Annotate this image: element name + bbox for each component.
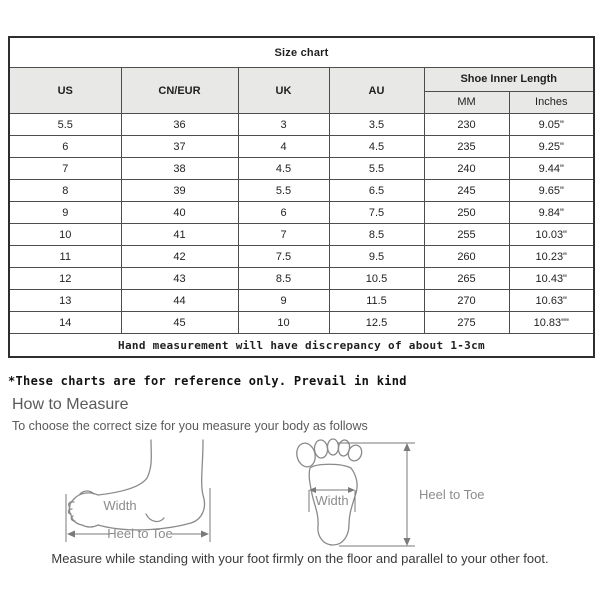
size-cell: 10.23" <box>509 246 594 268</box>
size-cell: 8.5 <box>238 268 329 290</box>
table-row <box>9 290 594 312</box>
size-rows <box>9 114 594 334</box>
measurement-discrepancy-note: Hand measurement will have discrepancy of about 1-3cm <box>9 334 594 358</box>
size-cell: 12 <box>9 268 121 290</box>
table-row <box>9 158 594 180</box>
size-cell: 240 <box>424 158 509 180</box>
size-cell: 9 <box>238 290 329 312</box>
size-cell: 6 <box>238 202 329 224</box>
size-cell: 250 <box>424 202 509 224</box>
size-cell: 7 <box>238 224 329 246</box>
footnote-row <box>9 334 594 358</box>
size-cell: 13 <box>9 290 121 312</box>
top-view-heel-to-toe-label: Heel to Toe <box>419 487 485 502</box>
size-cell: 9.05" <box>509 114 594 136</box>
column-header-uk: UK <box>238 68 329 114</box>
size-cell: 45 <box>121 312 238 334</box>
table-row <box>9 224 594 246</box>
size-cell: 7 <box>9 158 121 180</box>
header-row <box>9 68 594 92</box>
size-cell: 3.5 <box>329 114 424 136</box>
table-row <box>9 114 594 136</box>
size-cell: 4.5 <box>329 136 424 158</box>
size-chart-section <box>8 36 593 358</box>
size-cell: 255 <box>424 224 509 246</box>
size-cell: 38 <box>121 158 238 180</box>
size-cell: 5.5 <box>9 114 121 136</box>
column-header-cneur: CN/EUR <box>121 68 238 114</box>
size-cell: 11.5 <box>329 290 424 312</box>
top-view-width-label: Width <box>315 493 349 508</box>
size-cell: 265 <box>424 268 509 290</box>
size-cell: 10 <box>9 224 121 246</box>
size-cell: 260 <box>424 246 509 268</box>
size-cell: 9.25" <box>509 136 594 158</box>
size-cell: 10.63" <box>509 290 594 312</box>
size-cell: 10.5 <box>329 268 424 290</box>
title-row <box>9 37 594 68</box>
table-row <box>9 180 594 202</box>
side-view-width-label: Width <box>103 498 137 513</box>
column-header-mm: MM <box>424 91 509 114</box>
size-cell: 245 <box>424 180 509 202</box>
foot-top-view-diagram <box>279 438 509 552</box>
size-cell: 9.84" <box>509 202 594 224</box>
column-header-us: US <box>9 68 121 114</box>
size-cell: 235 <box>424 136 509 158</box>
size-chart-title: Size chart <box>9 37 594 68</box>
size-cell: 5.5 <box>238 180 329 202</box>
size-cell: 275 <box>424 312 509 334</box>
reference-disclaimer: *These charts are for reference only. Prevail in kind <box>8 374 407 388</box>
size-cell: 10.83"" <box>509 312 594 334</box>
size-cell: 42 <box>121 246 238 268</box>
size-cell: 8.5 <box>329 224 424 246</box>
size-cell: 6.5 <box>329 180 424 202</box>
size-cell: 3 <box>238 114 329 136</box>
foot-top-view-icon <box>279 438 509 552</box>
size-cell: 37 <box>121 136 238 158</box>
size-cell: 6 <box>9 136 121 158</box>
size-cell: 7.5 <box>238 246 329 268</box>
side-view-heel-to-toe-label: Heel to Toe <box>107 526 173 541</box>
size-cell: 10.03" <box>509 224 594 246</box>
size-cell: 230 <box>424 114 509 136</box>
size-cell: 12.5 <box>329 312 424 334</box>
column-header-shoe-inner-length: Shoe Inner Length <box>424 68 594 92</box>
size-cell: 10 <box>238 312 329 334</box>
size-cell: 44 <box>121 290 238 312</box>
size-cell: 4.5 <box>238 158 329 180</box>
foot-side-view-icon <box>58 438 223 552</box>
size-cell: 43 <box>121 268 238 290</box>
column-header-au: AU <box>329 68 424 114</box>
size-cell: 270 <box>424 290 509 312</box>
how-to-measure-instruction: To choose the correct size for you measure your body as follows <box>12 419 368 433</box>
size-cell: 10.43" <box>509 268 594 290</box>
size-cell: 5.5 <box>329 158 424 180</box>
size-cell: 7.5 <box>329 202 424 224</box>
measuring-caption: Measure while standing with your foot firmly on the floor and parallel to your other foot. <box>51 551 549 566</box>
table-row <box>9 202 594 224</box>
size-cell: 9.44" <box>509 158 594 180</box>
size-cell: 4 <box>238 136 329 158</box>
size-cell: 9 <box>9 202 121 224</box>
table-row <box>9 136 594 158</box>
size-cell: 8 <box>9 180 121 202</box>
column-header-inches: Inches <box>509 91 594 114</box>
size-cell: 39 <box>121 180 238 202</box>
table-row <box>9 312 594 334</box>
size-chart-table <box>8 36 595 358</box>
how-to-measure-heading: How to Measure <box>12 396 129 413</box>
size-cell: 9.65" <box>509 180 594 202</box>
size-cell: 11 <box>9 246 121 268</box>
size-cell: 41 <box>121 224 238 246</box>
table-row <box>9 246 594 268</box>
size-cell: 9.5 <box>329 246 424 268</box>
foot-side-view-diagram <box>58 438 223 552</box>
size-cell: 36 <box>121 114 238 136</box>
measurement-diagrams <box>0 438 600 552</box>
size-cell: 40 <box>121 202 238 224</box>
size-cell: 14 <box>9 312 121 334</box>
table-row <box>9 268 594 290</box>
